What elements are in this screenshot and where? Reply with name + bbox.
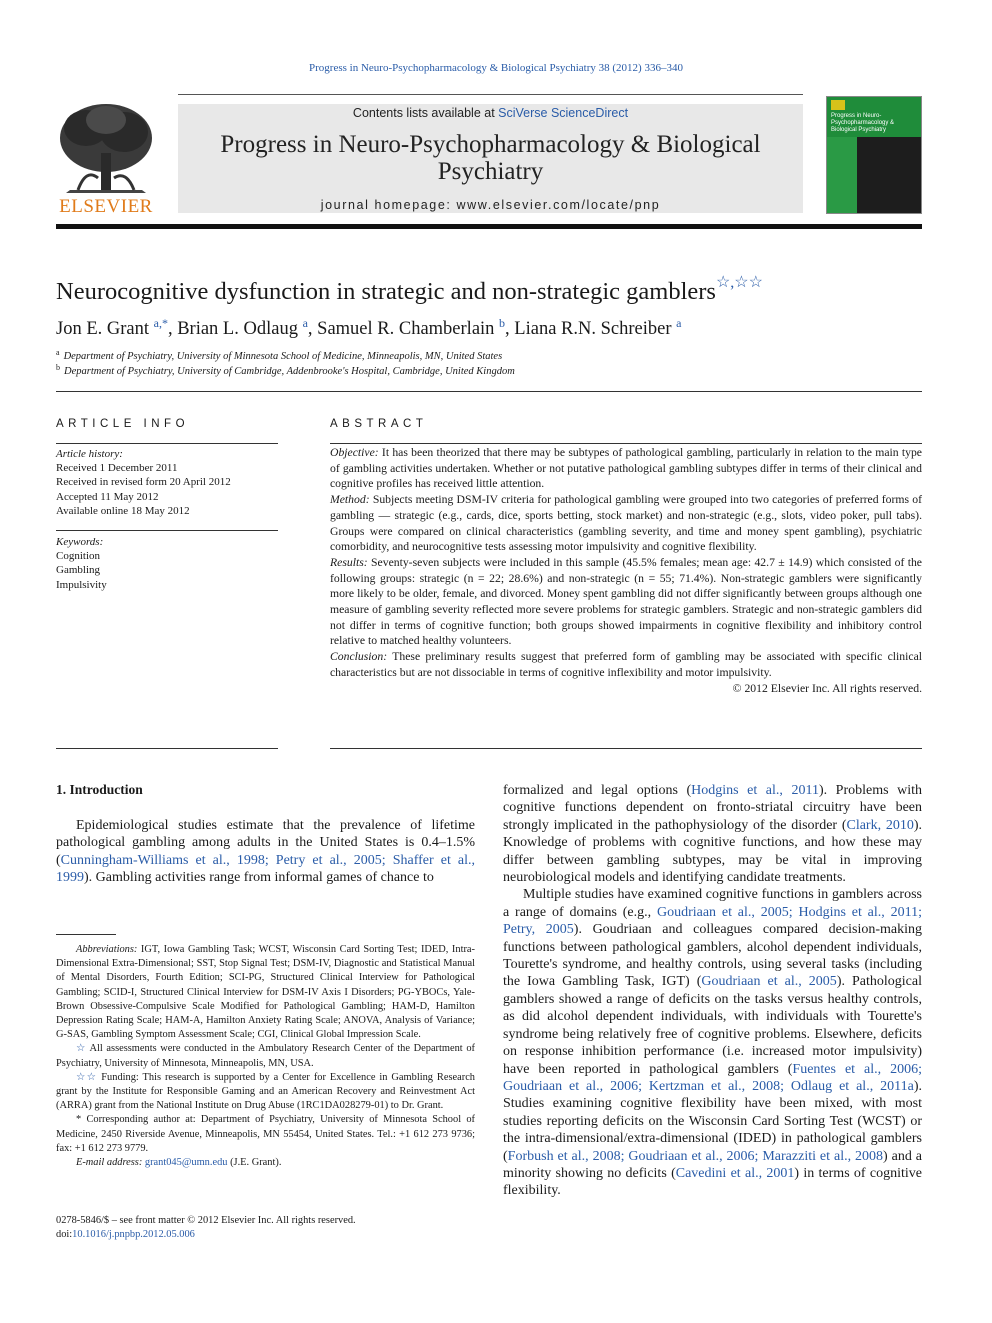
header-top-rule [178,94,803,95]
author-affil-mark[interactable]: a,* [153,316,168,330]
body-left-column [56,817,475,887]
history-item: Received 1 December 2011 [56,462,178,475]
journal-title: Progress in Neuro-Psychopharmacology & Biological Psychiatry [220,131,761,185]
article-history [56,447,278,518]
keyword: Impulsivity [56,578,107,591]
author-name: Samuel R. Chamberlain [317,319,495,339]
journal-homepage[interactable]: journal homepage: www.elsevier.com/locate/pnp [320,198,661,212]
contents-line: Contents lists available at SciVerse ScienceDirect [352,106,629,120]
author-name: Brian L. Odlaug [177,319,298,339]
abstract-text [330,445,922,696]
title-footnote-marks[interactable]: ☆,☆☆ [715,274,763,291]
history-item: Accepted 11 May 2012 [56,490,159,503]
body-paragraph: Epidemiological studies estimate that the prevalence of lifetime pathological gambling among adults in the United States is 0.4–1.5% (Cunningham-Williams et al., 1998; Petry et al., 2005; Shaffer et al., 1999). Gambling activities range from informal games of chance to [56,818,475,886]
doi-link[interactable]: 10.1016/j.pnpbp.2012.05.006 [72,1229,195,1241]
footnote-rule [56,934,116,935]
keywords-label: Keywords: [56,536,104,548]
abstract-conclusion: Conclusion: These preliminary results suggest that preferred form of gambling may be associated with specific clinical characteristics but are not dissociable in terms of cognitive inflexibility and motor impulsivity. [330,650,922,679]
author-name: Jon E. Grant [56,319,149,339]
footnote-funding: ☆☆ Funding: This research is supported by a Center for Excellence in Gambling Research grant by the Institute for Responsible Gaming and an American Recovery and Reinvestment Act (ARRA) grant from the National Institute on Drug Abuse (1RC1DA028279-01) to Dr. Grant. [56,1071,475,1112]
abstract-bottom-divider [330,748,922,749]
affiliation-divider [56,391,922,392]
abstract-divider [330,443,922,444]
footnote-abbreviations: Abbreviations: IGT, Iowa Gambling Task; WCST, Wisconsin Card Sorting Test; IDED, Intra-Dimensional Extra-Dimensional; SST, Stop Signal Test; DSM-IV, Diagnostic and Statistical Manual of Mental Disorders, Fourth Edition; SCI-PG, Structured Clinical Interview for Pathological Gambling; SCID-I, Structured Clinical Interview for DSM-IV Axis I Disorders; PG-YBOCs, Yale-Brown Obsessive-Compulsive Scale Modified for Pathological Gambling; HAM-D, Hamilton Depression Rating Scale; HAM-A, Hamilton Anxiety Rating Scale; ANOVA, Analysis of Variance; G-SAS, Gambling Symptom Assessment Scale; CGI, Clinical Global Impression Scale. [56,944,475,1041]
abstract-heading: ABSTRACT [330,418,428,430]
section-heading-introduction: 1. Introduction [56,782,143,797]
history-item: Available online 18 May 2012 [56,504,190,517]
history-item: Received in revised form 20 April 2012 [56,476,231,489]
sciencedirect-link[interactable]: SciVerse ScienceDirect [498,106,629,120]
issn-line: 0278-5846/$ – see front matter © 2012 Elsevier Inc. All rights reserved. [56,1215,356,1226]
abstract-results: Results: Seventy-seven subjects were included in this sample (45.5% females; mean age: 42.7 ± 14.9) which consisted of the following groups: strategic (n = 22; 28.6%) and non-strategic (n = 55; 71.4%). Non-strategic gamblers were significantly more likely to be older, female, and divorced. Money spent gambling did not differ significantly between groups although one measure of gambling severity reflected more severe problems for strategic gamblers. Strategic and non-strategic gamblers did not differ in terms of cognitive function; both groups showed impairments in cognitive flexibility and inhibitory control relative to matched healthy volunteers. [330,555,922,648]
keyword: Gambling [56,564,100,577]
citation-link[interactable]: Cunningham-Williams et al., 1998; Petry et al., 2005; Shaffer et al., 1999 [56,852,475,886]
elsevier-wordmark: ELSEVIER [59,196,153,217]
keywords [56,535,278,592]
footnotes [56,943,475,1170]
citation-link[interactable]: Hodgins et al., 2011 [691,783,819,798]
history-label: Article history: [56,448,123,460]
cover-side-band [827,137,857,213]
cover-title: Progress in Neuro-Psychopharmacology & Biological Psychiatry [831,113,895,133]
issn-doi-block [56,1214,475,1242]
footnote-star: ☆ All assessments were conducted in the Ambulatory Research Center of the Department of Psychiatry, University of Minnesota, Minneapolis, MN, USA. [56,1043,475,1069]
footnote-email: E-mail address: grant045@umn.edu (J.E. Grant). [76,1157,282,1169]
citation-link[interactable]: Fuentes et al., 2006; Goudriaan et al., 2006; Kertzman et al., 2008; Odlaug et al., 2011a [503,1061,922,1094]
journal-cover-thumbnail [826,96,922,214]
article-title: Neurocognitive dysfunction in strategic and non-strategic gamblers☆,☆☆ [56,274,763,305]
journal-citation-link[interactable]: Progress in Neuro-Psychopharmacology & Biological Psychiatry 38 (2012) 336–340 [309,62,683,74]
author-affil-mark[interactable]: a [302,316,308,330]
abstract-method: Method: Subjects meeting DSM-IV criteria for pathological gambling were grouped into two categories of preferred forms of gambling — strategic (e.g., cards, dice, sports betting, stock market) and non-strategic (e.g., slots, video poker, pull tabs). Groups were compared on clinical characteristics (gambling severity, and time and money spent gambling), psychiatric comorbidity, and neurocognitive tests assessing motor impulsivity and cognitive flexibility. [330,493,922,554]
citation-link[interactable]: Clark, 2010 [846,817,914,833]
citation-link[interactable]: Cavedini et al., 2001 [675,1165,795,1181]
author-affil-mark[interactable]: a [676,316,682,330]
info-divider [56,530,278,531]
doi-line: doi:10.1016/j.pnpbp.2012.05.006 [56,1229,195,1241]
article-info-heading: ARTICLE INFO [56,418,190,430]
keyword: Cognition [56,550,101,563]
header-thick-rule [56,224,922,229]
email-link[interactable]: grant045@umn.edu [144,1157,228,1169]
citation-link[interactable]: Goudriaan et al., 2005 [701,974,837,990]
body-paragraph: formalized and legal options (Hodgins et al., 2011). Problems with cognitive functions dependent on fronto-striatal circuitry have been strongly implicated in the pathophysiology of the disorder (Clark, 2010). Knowledge of problems with cognitive functions, and how these may differ between gambling subtypes, may be vital in improving neurobiological models and identifying candidate treatments. [503,783,922,886]
footnote-corresponding: * Corresponding author at: Department of Psychiatry, University of Minnesota School of Medicine, 2450 Riverside Avenue, Minneapolis, MN 55454, United States. Tel.: +1 612 273 9736; fax: +1 612 273 9779. [56,1114,475,1154]
body-right-column [503,782,922,1200]
abstract-objective: Objective: It has been theorized that there may be subtypes of pathological gambling, particularly in relation to the main type of gambling activities undertaken. Whether or not putative pathological gambling subtypes differ in terms of their clinical and cognitive profiles has received little attention. [330,446,922,491]
author-name: Liana R.N. Schreiber [514,319,672,339]
cover-logo-mark [831,100,845,110]
citation-link[interactable]: Goudriaan et al., 2005; Hodgins et al., 2011; Petry, 2005 [503,904,922,938]
affiliation: $^b$ Department of Psychiatry, University of Cambridge, Addenbrooke's Hospital, Cambridge, United Kingdom [56,363,515,377]
author-affil-mark[interactable]: b [499,316,506,330]
citation-link[interactable]: Forbush et al., 2008; Goudriaan et al., 2006; Marazziti et al., 2008 [507,1148,884,1164]
affiliation: $^a$ Department of Psychiatry, University of Minnesota School of Medicine, Minneapolis, MN, United States [56,348,503,362]
author-list: Jon E. Grant $^{a,*}$, Brian L. Odlaug $^a$, Samuel R. Chamberlain $^b$, Liana R.N. Schreiber $^a$ [56,316,682,339]
abstract-copyright: © 2012 Elsevier Inc. All rights reserved. [732,681,922,695]
info-bottom-divider [56,748,278,749]
body-paragraph: Multiple studies have examined cognitive functions in gamblers across a range of domains (e.g., Goudriaan et al., 2005; Hodgins et al., 2011; Petry, 2005). Goudriaan and colleagues compared decision-making functions between pathological gamblers, alcohol dependent individuals, Tourette's syndrome, and healthy controls, using several tasks (including the Iowa Gambling Task, IGT) (Goudriaan et al., 2005). Pathological gamblers showed a range of deficits on the tasks versus healthy controls, as did alcohol dependent individuals, with individuals with Tourette's syndrome being relatively free of cognitive problems. Elsewhere, deficits on response inhibition performance (i.e. increased motor impulsivity) have been reported in pathological gamblers (Fuentes et al., 2006; Goudriaan et al., 2006; Kertzman et al., 2008; Odlaug et al., 2011a). Studies examining cognitive flexibility have been mixed, with most studies reporting deficits on the Wisconsin Card Sorting Test (WCST) or the intra-dimensional/extra-dimensional (IDED) in pathological gamblers (Forbush et al., 2008; Goudriaan et al., 2006; Marazziti et al., 2008) and a minority showing no deficits (Cavedini et al., 2001) in terms of cognitive flexibility. [503,887,922,1199]
info-divider [56,443,278,444]
